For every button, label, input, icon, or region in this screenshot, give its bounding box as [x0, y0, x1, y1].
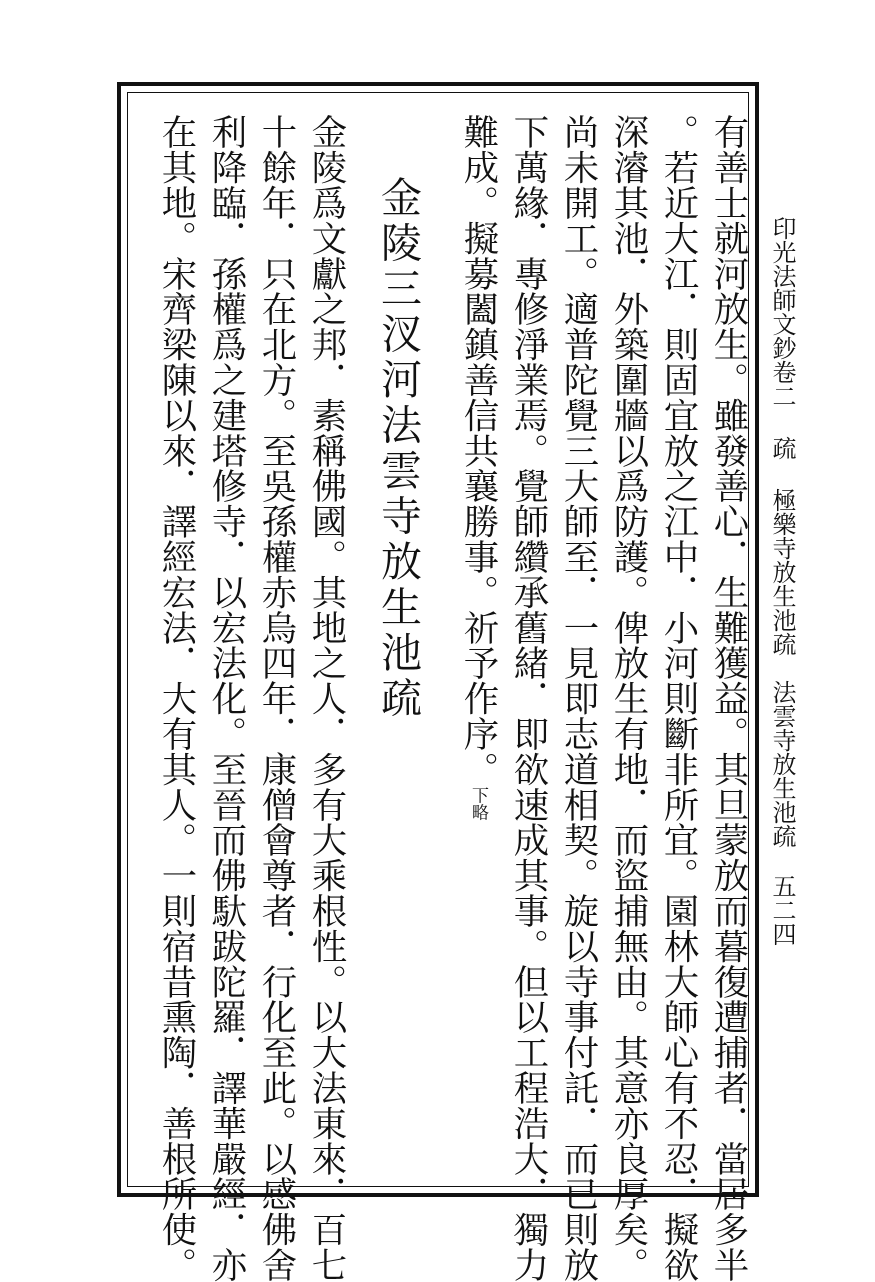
text-column: 十餘年．只在北方。至吳孫權赤烏四年．康僧會尊者．行化至此。以感佛舍: [256, 114, 297, 1282]
essay-title: 金陵三汊河法雲寺放生池疏: [374, 176, 422, 722]
text-column: 下萬緣．專修淨業焉。覺師纘承舊緒．即欲速成其事。但以工程浩大．獨力: [508, 114, 549, 1282]
text-column: 有善士就河放生。雖發善心．生難獲益。其旦蒙放而暮復遭捕者．當居多半: [708, 114, 749, 1282]
text-column: 深濬其池．外築圍牆以爲防護。俾放生有地．而盜捕無由。其意亦良厚矣。: [608, 114, 649, 1282]
text-column: 金陵爲文獻之邦．素稱佛國。其地之人．多有大乘根性。以大法東來．百七: [306, 114, 347, 1282]
text-column: 尚未開工。適普陀覺三大師至．一見即志道相契。旋以寺事付託．而已則放: [558, 114, 599, 1282]
text-column-last: [450, 114, 499, 821]
page-number: 五二四: [768, 874, 796, 946]
header-entries: 極樂寺放生池疏 法雲寺放生池疏: [768, 488, 796, 848]
text-column: 利降臨．孫權爲之建塔修寺．以宏法化。至晉而佛馱跋陀羅．譯華嚴經．亦: [206, 114, 247, 1282]
text-column-last-text: 難成。擬募闔鎮善信共襄勝事。祈予作序。: [458, 114, 499, 787]
header-book-title: 印光法師文鈔卷二: [768, 216, 796, 408]
small-note: 下略: [468, 786, 488, 821]
running-header: [770, 216, 794, 848]
header-section: 疏: [768, 436, 796, 460]
text-column: 。若近大江．則固宜放之江中．小河則斷非所宜。園林大師心有不忍．擬欲: [658, 114, 699, 1282]
text-column: 在其地。宋齊梁陳以來．譯經宏法．大有其人。一則宿昔熏陶．善根所使。: [156, 114, 197, 1282]
